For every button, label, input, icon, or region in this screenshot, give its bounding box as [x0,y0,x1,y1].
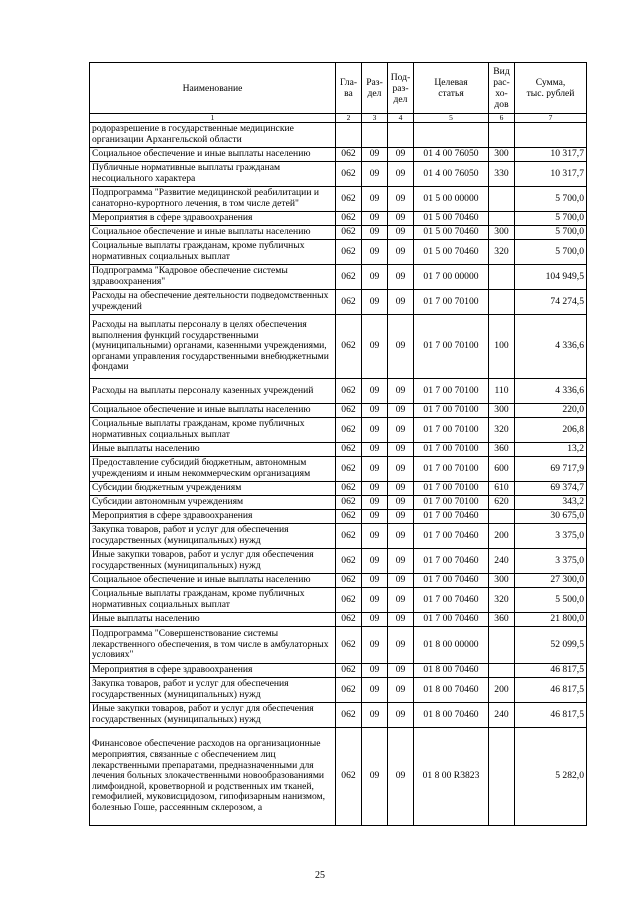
table-row [90,226,587,240]
cell-sum: 46 817,5 [515,703,587,728]
header-chapter: Гла- ва [336,63,362,114]
cell-section: 09 [362,703,388,728]
cell-chapter: 062 [336,212,362,226]
cell-chapter: 062 [336,226,362,240]
cell-subsection: 09 [388,265,414,290]
cell-exptype [489,290,515,315]
cell-section: 09 [362,148,388,162]
cell-target: 01 7 00 70460 [414,588,489,613]
cell-chapter: 062 [336,703,362,728]
cell-subsection: 09 [388,315,414,379]
cell-exptype: 240 [489,549,515,574]
cell-subsection: 09 [388,728,414,826]
cell-section: 09 [362,443,388,457]
cell-target: 01 4 00 76050 [414,148,489,162]
cell-name: Предоставление субсидий бюджетным, автономным учреждениям и иным некоммерческим организациям [90,457,336,482]
cell-sum: 30 675,0 [515,510,587,524]
cell-section: 09 [362,265,388,290]
cell-subsection: 09 [388,549,414,574]
cell-chapter: 062 [336,315,362,379]
cell-target: 01 7 00 70100 [414,290,489,315]
table-row [90,418,587,443]
cell-sum: 69 717,9 [515,457,587,482]
cell-subsection: 09 [388,418,414,443]
cell-chapter: 062 [336,187,362,212]
cell-sum: 10 317,7 [515,148,587,162]
table-row [90,162,587,187]
cell-sum: 343,2 [515,496,587,510]
cell-target: 01 5 00 70460 [414,226,489,240]
cell-sum: 206,8 [515,418,587,443]
cell-section: 09 [362,510,388,524]
cell-name: Закупка товаров, работ и услуг для обеспечения государственных (муниципальных) нужд [90,678,336,703]
table-row [90,290,587,315]
cell-name: Мероприятия в сфере здравоохранения [90,510,336,524]
cell-exptype: 110 [489,379,515,404]
table-row [90,678,587,703]
cell-name: Подпрограмма "Развитие медицинской реабилитации и санаторно-курортного лечения, в том числе детей" [90,187,336,212]
cell-chapter: 062 [336,613,362,627]
table-row [90,123,587,148]
cell-exptype [489,187,515,212]
cell-name: Иные закупки товаров, работ и услуг для обеспечения государственных (муниципальных) нужд [90,549,336,574]
cell-exptype: 610 [489,482,515,496]
table-row [90,588,587,613]
cell-name: Субсидии автономным учреждениям [90,496,336,510]
page-number: 25 [315,870,325,881]
cell-chapter: 062 [336,549,362,574]
cell-subsection: 09 [388,148,414,162]
cell-exptype [489,265,515,290]
cell-chapter: 062 [336,443,362,457]
cell-subsection [388,123,414,148]
cell-name: Мероприятия в сфере здравоохранения [90,664,336,678]
cell-name: Расходы на выплаты персоналу в целях обеспечения выполнения функций государственными (муниципальными) органами, казенными учреждениями, органами управления государственными внебюджетными фондами [90,315,336,379]
table-row [90,664,587,678]
budget-table [89,62,587,826]
column-number: 6 [489,114,515,123]
cell-target: 01 8 00 00000 [414,627,489,664]
cell-exptype: 200 [489,678,515,703]
cell-chapter: 062 [336,524,362,549]
cell-target: 01 7 00 70100 [414,443,489,457]
cell-name: Подпрограмма "Кадровое обеспечение системы здравоохранения" [90,265,336,290]
cell-sum: 74 274,5 [515,290,587,315]
cell-target: 01 7 00 70460 [414,510,489,524]
cell-section: 09 [362,482,388,496]
cell-exptype [489,664,515,678]
cell-target: 01 7 00 70100 [414,418,489,443]
cell-target: 01 7 00 70460 [414,574,489,588]
cell-name: Социальные выплаты гражданам, кроме публичных нормативных социальных выплат [90,240,336,265]
table-row [90,510,587,524]
column-number: 5 [414,114,489,123]
table-row [90,703,587,728]
table-row [90,212,587,226]
cell-sum [515,123,587,148]
cell-target: 01 8 00 70460 [414,703,489,728]
cell-name: Мероприятия в сфере здравоохранения [90,212,336,226]
cell-target: 01 5 00 70460 [414,212,489,226]
cell-chapter: 062 [336,728,362,826]
cell-section: 09 [362,240,388,265]
cell-target: 01 8 00 70460 [414,664,489,678]
cell-name: Социальное обеспечение и иные выплаты населению [90,574,336,588]
cell-exptype [489,510,515,524]
cell-chapter: 062 [336,240,362,265]
table-row [90,265,587,290]
cell-subsection: 09 [388,524,414,549]
cell-exptype: 200 [489,524,515,549]
cell-section: 09 [362,728,388,826]
cell-section: 09 [362,379,388,404]
cell-subsection: 09 [388,212,414,226]
cell-sum: 5 700,0 [515,212,587,226]
cell-subsection: 09 [388,457,414,482]
cell-sum: 4 336,6 [515,379,587,404]
cell-chapter: 062 [336,510,362,524]
cell-subsection: 09 [388,664,414,678]
cell-chapter: 062 [336,627,362,664]
cell-chapter: 062 [336,418,362,443]
cell-name: Социальное обеспечение и иные выплаты населению [90,226,336,240]
column-number-row [90,114,587,123]
cell-exptype: 300 [489,574,515,588]
cell-section: 09 [362,212,388,226]
cell-subsection: 09 [388,482,414,496]
cell-target: 01 7 00 70460 [414,524,489,549]
cell-exptype: 100 [489,315,515,379]
table-body [90,123,587,826]
cell-target: 01 4 00 76050 [414,162,489,187]
cell-name: Подпрограмма "Совершенствование системы лекарственного обеспечения, в том числе в амбулаторных условиях" [90,627,336,664]
table-row [90,496,587,510]
cell-subsection: 09 [388,627,414,664]
table-row [90,524,587,549]
cell-section: 09 [362,549,388,574]
table-row [90,315,587,379]
cell-name: Публичные нормативные выплаты гражданам несоциального характера [90,162,336,187]
cell-sum: 69 374,7 [515,482,587,496]
cell-exptype: 330 [489,162,515,187]
cell-sum: 13,2 [515,443,587,457]
cell-sum: 220,0 [515,404,587,418]
cell-subsection: 09 [388,588,414,613]
cell-subsection: 09 [388,574,414,588]
cell-exptype: 620 [489,496,515,510]
cell-sum: 21 800,0 [515,613,587,627]
cell-exptype: 360 [489,613,515,627]
cell-section: 09 [362,678,388,703]
header-target: Целевая статья [414,63,489,114]
header-section: Раз- дел [362,63,388,114]
table-row [90,404,587,418]
cell-exptype: 300 [489,226,515,240]
cell-target: 01 7 00 70100 [414,379,489,404]
table-row [90,240,587,265]
cell-section: 09 [362,664,388,678]
cell-sum: 5 700,0 [515,240,587,265]
header-exptype: Вид рас- хо- дов [489,63,515,114]
cell-subsection: 09 [388,613,414,627]
cell-exptype [489,627,515,664]
cell-section: 09 [362,315,388,379]
cell-sum: 104 949,5 [515,265,587,290]
column-number: 4 [388,114,414,123]
cell-name: Иные выплаты населению [90,613,336,627]
cell-subsection: 09 [388,496,414,510]
cell-target: 01 7 00 70100 [414,404,489,418]
cell-sum: 5 700,0 [515,226,587,240]
cell-section: 09 [362,613,388,627]
cell-exptype: 300 [489,148,515,162]
cell-chapter: 062 [336,404,362,418]
table-row [90,457,587,482]
cell-section: 09 [362,457,388,482]
cell-exptype: 300 [489,404,515,418]
cell-exptype: 320 [489,588,515,613]
cell-target: 01 7 00 00000 [414,265,489,290]
cell-exptype: 320 [489,418,515,443]
cell-name: Расходы на обеспечение деятельности подведомственных учреждений [90,290,336,315]
cell-name: Социальные выплаты гражданам, кроме публичных нормативных социальных выплат [90,588,336,613]
cell-subsection: 09 [388,226,414,240]
table-row [90,613,587,627]
cell-exptype [489,728,515,826]
cell-sum: 5 500,0 [515,588,587,613]
cell-exptype: 360 [489,443,515,457]
cell-chapter: 062 [336,379,362,404]
cell-sum: 5 700,0 [515,187,587,212]
cell-sum: 46 817,5 [515,678,587,703]
header-row [90,63,587,114]
cell-sum: 10 317,7 [515,162,587,187]
cell-target: 01 5 00 70460 [414,240,489,265]
cell-exptype: 240 [489,703,515,728]
table-row [90,148,587,162]
cell-section: 09 [362,524,388,549]
cell-target: 01 7 00 70100 [414,496,489,510]
cell-chapter: 062 [336,574,362,588]
cell-chapter: 062 [336,290,362,315]
cell-subsection: 09 [388,703,414,728]
cell-name: Социальное обеспечение и иные выплаты населению [90,148,336,162]
cell-sum: 52 099,5 [515,627,587,664]
cell-target: 01 7 00 70460 [414,613,489,627]
cell-target [414,123,489,148]
cell-sum: 5 282,0 [515,728,587,826]
cell-target: 01 8 00 70460 [414,678,489,703]
table-row [90,728,587,826]
column-number: 1 [90,114,336,123]
cell-chapter: 062 [336,588,362,613]
header-name: Наименование [90,63,336,114]
cell-section: 09 [362,496,388,510]
cell-target: 01 5 00 00000 [414,187,489,212]
cell-subsection: 09 [388,678,414,703]
cell-sum: 46 817,5 [515,664,587,678]
cell-section: 09 [362,418,388,443]
cell-sum: 27 300,0 [515,574,587,588]
header-sum: Сумма, тыс. рублей [515,63,587,114]
table-row [90,443,587,457]
cell-exptype [489,212,515,226]
column-number: 2 [336,114,362,123]
cell-chapter: 062 [336,457,362,482]
cell-target: 01 7 00 70100 [414,457,489,482]
cell-exptype: 320 [489,240,515,265]
cell-name: Социальные выплаты гражданам, кроме публичных нормативных социальных выплат [90,418,336,443]
cell-section: 09 [362,404,388,418]
cell-exptype: 600 [489,457,515,482]
cell-target: 01 8 00 R3823 [414,728,489,826]
cell-chapter: 062 [336,162,362,187]
cell-sum: 3 375,0 [515,524,587,549]
cell-chapter: 062 [336,482,362,496]
cell-name: родоразрешение в государственные медицинские организации Архангельской области [90,123,336,148]
cell-section: 09 [362,574,388,588]
cell-name: Социальное обеспечение и иные выплаты населению [90,404,336,418]
table-row [90,549,587,574]
cell-subsection: 09 [388,290,414,315]
cell-target: 01 7 00 70100 [414,482,489,496]
cell-section: 09 [362,627,388,664]
cell-section: 09 [362,290,388,315]
cell-name: Иные выплаты населению [90,443,336,457]
cell-chapter: 062 [336,148,362,162]
cell-chapter: 062 [336,678,362,703]
cell-name: Иные закупки товаров, работ и услуг для обеспечения государственных (муниципальных) нужд [90,703,336,728]
cell-subsection: 09 [388,404,414,418]
table-row [90,187,587,212]
cell-chapter: 062 [336,496,362,510]
table-row [90,379,587,404]
cell-section [362,123,388,148]
cell-name: Закупка товаров, работ и услуг для обеспечения государственных (муниципальных) нужд [90,524,336,549]
cell-subsection: 09 [388,443,414,457]
cell-sum: 3 375,0 [515,549,587,574]
table-row [90,574,587,588]
cell-subsection: 09 [388,187,414,212]
cell-subsection: 09 [388,379,414,404]
cell-section: 09 [362,162,388,187]
cell-chapter [336,123,362,148]
cell-subsection: 09 [388,240,414,265]
column-number: 3 [362,114,388,123]
header-subsection: Под- раз- дел [388,63,414,114]
cell-exptype [489,123,515,148]
cell-name: Расходы на выплаты персоналу казенных учреждений [90,379,336,404]
table-row [90,627,587,664]
column-number: 7 [515,114,587,123]
cell-section: 09 [362,588,388,613]
cell-subsection: 09 [388,162,414,187]
cell-section: 09 [362,226,388,240]
cell-sum: 4 336,6 [515,315,587,379]
cell-section: 09 [362,187,388,212]
table-row [90,482,587,496]
cell-name: Финансовое обеспечение расходов на организационные мероприятия, связанные с обеспечением лиц лекарственными препаратами, предназначенными для лечения больных злокачественными новообразованиями лимфоидной, кроветворной и родственных им тканей, гемофилией, муковисцидозом, гипофизарным нанизмом, болезнью Гоше, рассеянным склерозом, а [90,728,336,826]
cell-chapter: 062 [336,265,362,290]
cell-subsection: 09 [388,510,414,524]
cell-target: 01 7 00 70100 [414,315,489,379]
cell-name: Субсидии бюджетным учреждениям [90,482,336,496]
cell-target: 01 7 00 70460 [414,549,489,574]
cell-chapter: 062 [336,664,362,678]
